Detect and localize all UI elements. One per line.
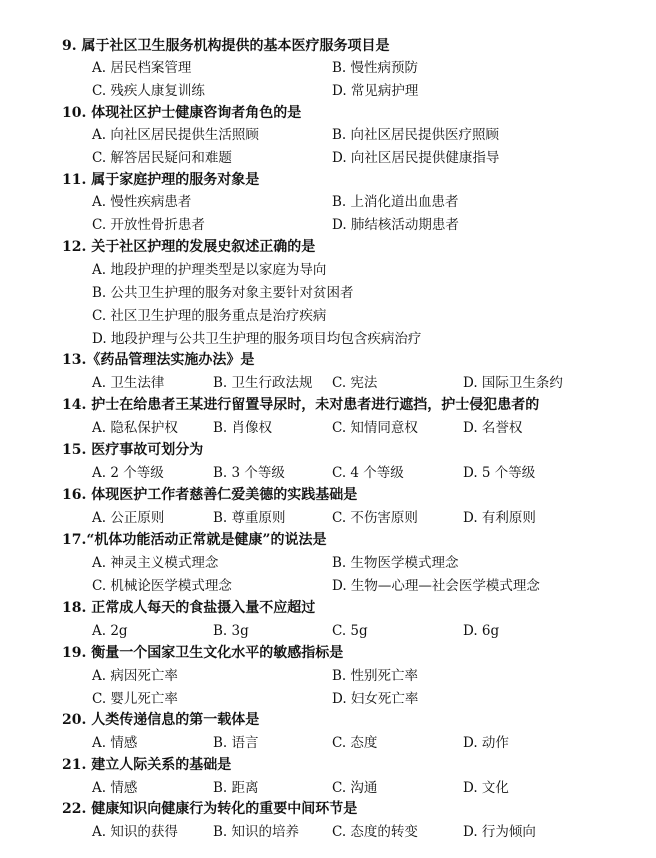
question-number: 17. bbox=[62, 532, 87, 548]
option-d: D. 文化 bbox=[463, 780, 509, 796]
question-text: 正常成人每天的食盐摄入量不应超过 bbox=[91, 600, 316, 616]
option-d: D. 肺结核活动期患者 bbox=[332, 217, 459, 233]
question-stem bbox=[62, 37, 390, 55]
option-a: A. 慢性疾病患者 bbox=[92, 194, 192, 210]
question-text: 《药品管理法实施办法》是 bbox=[86, 352, 255, 368]
option-c: C. 5g bbox=[332, 623, 368, 639]
option-a: A. 公正原则 bbox=[92, 510, 165, 526]
question-text: 健康知识向健康行为转化的重要中间环节是 bbox=[91, 801, 358, 817]
question-stem bbox=[62, 441, 203, 459]
question-text: 人类传递信息的第一载体是 bbox=[91, 712, 260, 728]
option-c: C. 不伤害原则 bbox=[332, 510, 418, 526]
question-text: 关于社区护理的发展史叙述正确的是 bbox=[91, 239, 316, 255]
option-a: A. 2g bbox=[92, 623, 128, 639]
option-a: A. 向社区居民提供生活照顾 bbox=[92, 127, 259, 143]
option-b: B. 距离 bbox=[213, 780, 259, 796]
question-number: 13. bbox=[62, 352, 87, 368]
question-stem bbox=[62, 800, 357, 818]
option-c: C. 4 个等级 bbox=[332, 465, 404, 481]
question-stem bbox=[62, 104, 301, 122]
question-number: 9. bbox=[62, 38, 77, 54]
option-d: D. 地段护理与公共卫生护理的服务项目均包含疾病治疗 bbox=[92, 331, 422, 347]
option-b: B. 语言 bbox=[213, 735, 259, 751]
option-d: D. 常见病护理 bbox=[332, 83, 419, 99]
option-d: D. 有利原则 bbox=[463, 510, 536, 526]
option-b: B. 性别死亡率 bbox=[332, 668, 419, 684]
option-b: B. 生物医学模式理念 bbox=[332, 555, 459, 571]
option-c: C. 态度 bbox=[332, 735, 378, 751]
option-a: A. 知识的获得 bbox=[92, 824, 178, 840]
question-text: 衡量一个国家卫生文化水平的敏感指标是 bbox=[91, 645, 344, 661]
question-stem bbox=[62, 486, 357, 504]
question-stem bbox=[62, 599, 315, 617]
question-text: 医疗事故可划分为 bbox=[91, 442, 204, 458]
question-stem bbox=[62, 171, 259, 189]
question-number: 11. bbox=[62, 172, 87, 188]
option-b: B. 公共卫生护理的服务对象主要针对贫困者 bbox=[92, 285, 354, 301]
question-stem bbox=[62, 238, 315, 256]
option-b: B. 慢性病预防 bbox=[332, 60, 419, 76]
question-number: 16. bbox=[62, 487, 87, 503]
option-d: D. 动作 bbox=[463, 735, 509, 751]
option-d: D. 向社区居民提供健康指导 bbox=[332, 150, 500, 166]
question-number: 22. bbox=[62, 801, 87, 817]
option-a: A. 居民档案管理 bbox=[92, 60, 192, 76]
question-number: 15. bbox=[62, 442, 87, 458]
option-c: C. 婴儿死亡率 bbox=[92, 691, 178, 707]
question-number: 19. bbox=[62, 645, 87, 661]
question-stem bbox=[62, 756, 231, 774]
option-a: A. 情感 bbox=[92, 735, 138, 751]
option-c: C. 知情同意权 bbox=[332, 420, 418, 436]
option-c: C. 残疾人康复训练 bbox=[92, 83, 205, 99]
question-text: 属于家庭护理的服务对象是 bbox=[91, 172, 260, 188]
option-d: D. 5 个等级 bbox=[463, 465, 536, 481]
question-text: 属于社区卫生服务机构提供的基本医疗服务项目是 bbox=[81, 38, 390, 54]
option-b: B. 向社区居民提供医疗照顾 bbox=[332, 127, 500, 143]
question-number: 20. bbox=[62, 712, 87, 728]
question-stem bbox=[62, 396, 539, 414]
option-b: B. 3g bbox=[213, 623, 249, 639]
option-d: D. 妇女死亡率 bbox=[332, 691, 419, 707]
question-stem bbox=[62, 531, 326, 549]
question-stem bbox=[62, 351, 254, 369]
option-a: A. 隐私保护权 bbox=[92, 420, 178, 436]
option-a: A. 2 个等级 bbox=[92, 465, 164, 481]
option-a: A. 病因死亡率 bbox=[92, 668, 178, 684]
option-a: A. 神灵主义模式理念 bbox=[92, 555, 219, 571]
question-stem bbox=[62, 644, 343, 662]
option-c: C. 宪法 bbox=[332, 375, 378, 391]
option-c: C. 态度的转变 bbox=[332, 824, 418, 840]
question-text: 护士在给患者王某进行留置导尿时，未对患者进行遮挡，护士侵犯患者的 bbox=[91, 397, 540, 413]
question-number: 14. bbox=[62, 397, 87, 413]
option-c: C. 开放性骨折患者 bbox=[92, 217, 205, 233]
option-b: B. 肖像权 bbox=[213, 420, 273, 436]
option-b: B. 上消化道出血患者 bbox=[332, 194, 459, 210]
option-d: D. 名誉权 bbox=[463, 420, 523, 436]
question-text: 体现社区护士健康咨询者角色的是 bbox=[91, 105, 302, 121]
option-d: D. 国际卫生条约 bbox=[463, 375, 563, 391]
option-b: B. 卫生行政法规 bbox=[213, 375, 313, 391]
option-a: A. 卫生法律 bbox=[92, 375, 165, 391]
question-number: 18. bbox=[62, 600, 87, 616]
option-d: D. 行为倾向 bbox=[463, 824, 536, 840]
option-a: A. 地段护理的护理类型是以家庭为导向 bbox=[92, 262, 327, 278]
option-b: B. 知识的培养 bbox=[213, 824, 300, 840]
option-d: D. 6g bbox=[463, 623, 500, 639]
question-number: 10. bbox=[62, 105, 87, 121]
option-b: B. 3 个等级 bbox=[213, 465, 285, 481]
option-c: C. 沟通 bbox=[332, 780, 378, 796]
question-stem bbox=[62, 711, 259, 729]
option-a: A. 情感 bbox=[92, 780, 138, 796]
question-number: 12. bbox=[62, 239, 87, 255]
question-text: “机体功能活动正常就是健康”的说法是 bbox=[86, 532, 327, 548]
question-text: 建立人际关系的基础是 bbox=[91, 757, 232, 773]
option-d: D. 生物—心理—社会医学模式理念 bbox=[332, 578, 540, 594]
option-c: C. 解答居民疑问和难题 bbox=[92, 150, 232, 166]
question-number: 21. bbox=[62, 757, 87, 773]
option-b: B. 尊重原则 bbox=[213, 510, 286, 526]
option-c: C. 社区卫生护理的服务重点是治疗疾病 bbox=[92, 308, 327, 324]
option-c: C. 机械论医学模式理念 bbox=[92, 578, 232, 594]
question-text: 体现医护工作者慈善仁爱美德的实践基础是 bbox=[91, 487, 358, 503]
